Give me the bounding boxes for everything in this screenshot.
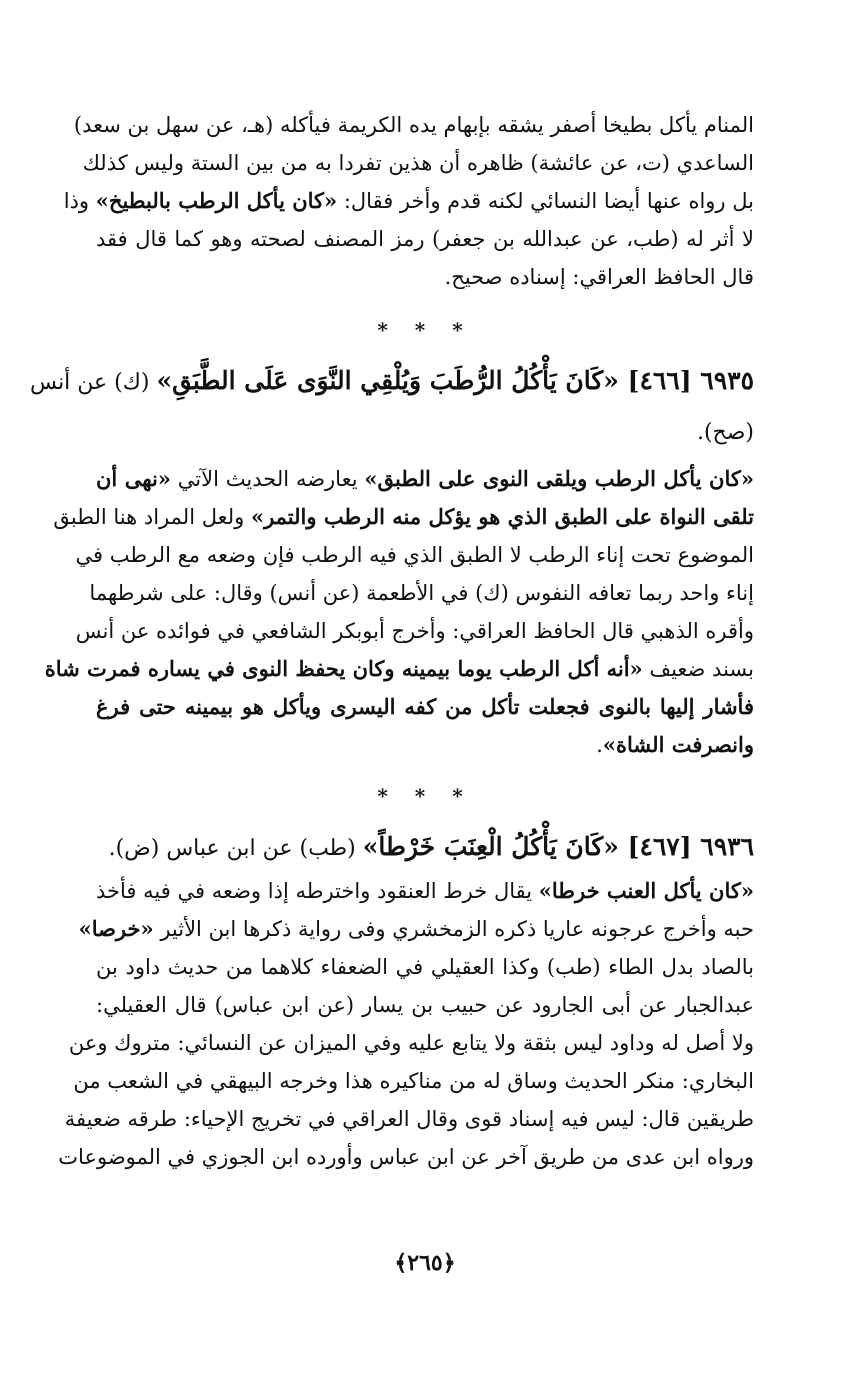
para1-line: [96, 220, 754, 258]
para2-line-7-segment: وانصرفت الشاة»: [602, 732, 754, 757]
para1-line-3-segment: لا أثر له (طب، عن عبدالله بن جعفر) رمز المصنف لصحته وهو كما قال فقد: [96, 227, 754, 251]
para2-line-2-segment: الموضوع تحت إناء الرطب لا الطبق الذي فيه الرطب فإن وضعه مع الرطب في: [75, 543, 754, 567]
para3-line: [96, 872, 754, 910]
hadith-6935-text: ٦٩٣٥ [٤٦٦] «كَانَ يَأْكُلُ الرُّطَبَ وَيُلْقِي النَّوَى عَلَى الطَّبَقِ»: [156, 366, 754, 395]
para3-line: [96, 948, 754, 986]
para2-line-1-segment: ولعل المراد هنا الطبق: [53, 505, 251, 529]
hadith-6935-grade: [96, 406, 754, 458]
para3-line-5-segment: البخاري: منكر الحديث وساق له من مناكيره هذا وخرجه البيهقي في الشعب من: [73, 1069, 754, 1093]
para2-line: [96, 726, 754, 764]
para3-line-7-segment: ورواه ابن عدى من طريق آخر عن ابن عباس وأورده ابن الجوزي في الموضوعات: [58, 1145, 754, 1169]
para2-line-0-segment: «نهى أن: [96, 466, 171, 491]
para3-line-2-segment: بالصاد بدل الطاء (طب) وكذا العقيلي في الضعفاء كلاهما من حديث داود بن: [96, 955, 754, 979]
hadith-6935-grade-text: (صح).: [696, 420, 754, 445]
hadith-6936-source: (طب) عن ابن عباس (ض).: [108, 836, 363, 861]
para2-line: [44, 650, 754, 688]
para1-line-2-segment: بل رواه عنها أيضا النسائي لكنه قدم وأخر فقال:: [337, 189, 754, 213]
para2-line: [53, 498, 754, 536]
hadith-6936-heading: [96, 822, 754, 874]
para1-line: [63, 182, 754, 220]
para3-line: [64, 1100, 754, 1138]
para1-line: [73, 106, 754, 144]
section-separator-2: * * *: [377, 784, 473, 808]
para3-line: [68, 1024, 754, 1062]
para1-line: [82, 144, 754, 182]
paragraph-commentary-3: [58, 872, 754, 1176]
para3-line: [96, 986, 754, 1024]
para3-line-0-segment: «كان يأكل العنب خرطا»: [538, 878, 754, 903]
hadith-6935-source: (ك) عن أنس: [30, 370, 157, 395]
para1-line-0-segment: المنام يأكل بطيخا أصفر يشقه بإبهام يده الكريمة فيأكله (هـ، عن سهل بن سعد): [73, 113, 754, 137]
para1-line-2-segment: «كان يأكل الرطب بالبطيخ»: [95, 188, 338, 213]
para2-line: [75, 612, 754, 650]
para3-line-1-segment: حبه وأخرج عرجونه عاريا ذكره الزمخشري وفى رواية ذكرها ابن الأثير: [153, 917, 754, 941]
para2-line-0-segment: «كان يأكل الرطب ويلقى النوى على الطبق»: [364, 466, 754, 491]
para3-line: [73, 1062, 754, 1100]
para2-line: [96, 460, 754, 498]
para3-line-0-segment: يقال خرط العنقود واخترطه إذا وضعه في فيه فأخذ: [96, 879, 539, 903]
paragraph-commentary-1: [63, 106, 754, 296]
para1-line: [96, 258, 754, 296]
paragraph-commentary-2: [44, 460, 754, 764]
para3-line: [58, 1138, 754, 1176]
para1-line-4-segment: قال الحافظ العراقي: إسناده صحيح.: [444, 265, 754, 289]
para2-line-7-segment: .: [596, 733, 603, 757]
hadith-6936-text: ٦٩٣٦ [٤٦٧] «كَانَ يَأْكُلُ الْعِنَبَ خَرْطاً»: [362, 832, 754, 861]
para3-line-3-segment: عبدالجبار عن أبى الجارود عن حبيب بن يسار (عن ابن عباس) قال العقيلي:: [96, 993, 754, 1017]
hadith-6935-heading: [30, 356, 754, 408]
para2-line-3-segment: إناء واحد ربما تعافه النفوس (ك) في الأطعمة (عن أنس) وقال: على شرطهما: [89, 581, 754, 605]
para2-line: [96, 688, 754, 726]
para2-line-6-segment: فأشار إليها بالنوى فجعلت تأكل من كفه اليسرى ويأكل هو بيمينه حتى فرغ: [96, 694, 754, 719]
para2-line-4-segment: وأقره الذهبي قال الحافظ العراقي: وأخرج أبوبكر الشافعي في فوائده عن أنس: [75, 619, 754, 643]
para3-line-1-segment: «خرصا»: [78, 916, 154, 941]
para2-line-5-segment: «أنه أكل الرطب يوما بيمينه وكان يحفظ النوى في يساره فمرت شاة: [44, 656, 643, 681]
para2-line-1-segment: تلقى النواة على الطبق الذي هو يؤكل منه الرطب والتمر»: [250, 504, 754, 529]
para2-line: [89, 574, 754, 612]
para3-line: [78, 910, 754, 948]
para2-line-0-segment: يعارضه الحديث الآتي: [170, 467, 365, 491]
para2-line-5-segment: بسند ضعيف: [642, 657, 754, 681]
para3-line-6-segment: طريقين قال: ليس فيه إسناد قوى وقال العراقي في تخريج الإحياء: طرقه ضعيفة: [64, 1107, 754, 1131]
para2-line: [75, 536, 754, 574]
section-separator: * * *: [377, 318, 473, 342]
para1-line-1-segment: الساعدي (ت، عن عائشة) ظاهره أن هذين تفردا به من بين الستة وليس كذلك: [82, 151, 754, 175]
page-number: ﴿٢٦٥﴾: [394, 1250, 456, 1276]
para1-line-2-segment: وذا: [63, 189, 96, 213]
para3-line-4-segment: ولا أصل له وداود ليس بثقة ولا يتابع عليه وفي الميزان عن النسائي: متروك وعن: [68, 1031, 754, 1055]
